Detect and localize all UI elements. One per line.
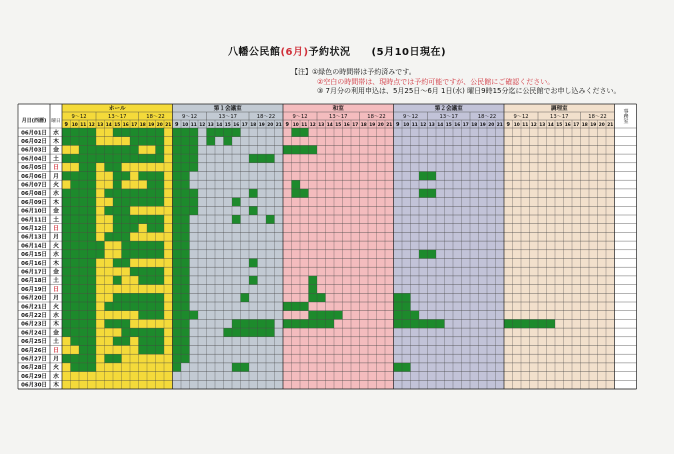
slot-label: 9～12 [402,114,419,120]
hour-label: 16 [343,123,350,128]
booked-slot [71,363,97,372]
hour-label: 18 [581,123,588,128]
hour-label: 13 [97,123,104,128]
dow-cell: 火 [53,365,59,372]
dow-cell: 木 [53,139,59,145]
booked-slot [241,293,250,302]
dow-column-header: 曜日 [51,119,61,124]
booked-slot [105,206,131,215]
hour-label: 12 [530,123,537,128]
booked-slot [105,232,131,241]
dow-cell: 金 [53,269,59,276]
date-column-header: 月日(西暦) [21,118,47,124]
hour-label: 17 [573,123,580,128]
date-cell: 06月24日 [21,330,47,337]
booked-slot [249,276,258,285]
dow-cell: 日 [53,286,59,293]
dow-cell: 月 [53,173,59,180]
date-cell: 06月10日 [21,208,47,215]
hour-label: 19 [479,123,486,128]
booked-slot [105,189,165,198]
hour-label: 21 [496,123,503,128]
date-cell: 06月06日 [21,173,47,180]
hour-label: 17 [131,123,138,128]
booked-slot [224,137,233,146]
hour-label: 15 [335,123,342,128]
hour-label: 10 [403,123,410,128]
dow-cell: 木 [53,321,59,328]
hour-label: 17 [241,123,248,128]
booked-slot [266,215,275,224]
note-line-3: ③ 7月分の利用申込は、5月25日～6月 1日(水) 曜日9時15分迄に公民館でお申し込みください。 [317,87,621,95]
slot-label: 13～17 [108,114,127,120]
slot-label: 13～17 [218,114,237,120]
room-name: ホール [108,106,126,112]
hour-label: 17 [462,123,469,128]
date-cell: 06月09日 [21,199,47,206]
booked-slot [113,180,122,189]
room-name: 第２会議室 [434,106,463,112]
hour-label: 21 [165,123,172,128]
date-cell: 06月02日 [21,139,47,145]
slot-label: 18～22 [367,114,386,120]
hour-label: 16 [454,123,461,128]
date-cell: 06月18日 [21,278,47,285]
booked-slot [394,311,420,320]
booked-slot [139,346,165,355]
hour-label: 9 [285,122,289,128]
booked-slot [173,163,199,172]
office-column-header: 事務室 [622,108,629,124]
hour-label: 16 [122,123,129,128]
booked-slot [232,198,241,207]
slot-label: 18～22 [477,114,497,120]
hour-label: 13 [539,123,546,128]
slot-label: 13～17 [550,114,569,120]
dow-cell: 土 [53,339,59,346]
booked-slot [292,180,301,189]
slot-label: 9～12 [71,114,87,120]
note-line-1: 【注】①緑色の時間帯は予約済みです。 [291,68,416,76]
date-cell: 06月27日 [21,356,47,363]
booked-slot [79,145,139,154]
title-asof: (5月10日現在) [371,47,447,58]
dow-cell: 火 [53,182,59,189]
hour-label: 14 [105,123,112,128]
dow-cell: 金 [53,330,59,337]
hour-label: 11 [190,123,197,128]
booked-slot [113,276,122,285]
hour-label: 20 [377,123,384,128]
dow-cell: 日 [53,347,59,354]
booked-slot [249,206,258,215]
hour-label: 15 [445,123,452,128]
hour-label: 14 [547,123,554,128]
date-cell: 06月14日 [21,243,47,250]
dow-cell: 金 [53,147,59,154]
booked-slot [71,180,97,189]
room-column-bg [504,104,615,389]
booked-slot [173,145,199,154]
booked-slot [173,154,199,163]
dow-cell: 月 [53,234,59,241]
slot-label: 18～22 [588,114,607,120]
hour-label: 13 [207,123,214,128]
date-cell: 06月20日 [21,295,47,302]
hour-label: 19 [148,123,155,128]
note-line-2: ②空白の時間帯は、現時点では予約可能ですが、公民館にご確認ください。 [317,77,555,86]
dow-cell: 水 [53,130,59,137]
date-cell: 06月21日 [21,304,47,311]
hour-label: 19 [369,123,376,128]
booked-slot [309,276,318,285]
dow-cell: 土 [53,278,59,285]
date-cell: 06月19日 [21,286,47,293]
booked-slot [139,172,165,181]
hour-label: 13 [428,123,435,128]
room-name: 和室 [332,106,344,112]
dow-cell: 水 [53,373,59,380]
dow-cell: 月 [53,356,59,363]
booked-slot [113,224,139,233]
slot-label: 9～12 [181,114,198,120]
slot-label: 13～17 [439,114,458,120]
hour-label: 11 [80,123,87,128]
hour-label: 15 [114,123,121,128]
room-column-bg [394,104,505,389]
slot-label: 18～22 [146,114,165,120]
booked-slot [173,137,199,146]
booked-slot [105,319,131,328]
booked-slot [173,189,199,198]
title-month: (6月) [280,47,309,58]
date-cell: 06月29日 [21,373,47,380]
booked-slot [232,319,275,328]
hour-label: 14 [437,123,444,128]
booked-slot [122,241,165,250]
booked-slot [173,206,199,215]
booked-slot [156,145,165,154]
dow-cell: 火 [53,304,59,311]
booked-slot [105,302,165,311]
hour-label: 20 [156,123,163,128]
date-cell: 06月08日 [21,191,47,198]
hour-label: 14 [216,123,223,128]
date-cell: 06月23日 [21,321,47,328]
date-cell: 06月13日 [21,234,47,241]
booked-slot [62,241,105,250]
booked-slot [309,285,318,294]
hour-label: 14 [326,123,333,128]
dow-cell: 木 [53,382,59,389]
booked-slot [139,276,165,285]
hour-label: 18 [139,123,146,128]
date-cell: 06月25日 [21,339,47,346]
date-cell: 06月01日 [21,130,47,137]
hour-label: 12 [420,123,427,128]
booked-slot [173,128,199,137]
hour-label: 16 [233,123,240,128]
hour-label: 13 [318,123,325,128]
date-cell: 06月28日 [21,365,47,372]
dow-cell: 木 [53,260,59,267]
hour-label: 11 [301,123,308,128]
dow-cell: 土 [53,156,59,163]
slot-label: 9～12 [292,114,308,120]
title-main: 八幡公民館 [227,47,281,58]
dow-cell: 日 [53,226,59,232]
dow-cell: 金 [53,208,59,215]
hour-label: 9 [506,122,510,128]
booked-slot [249,154,275,163]
date-cell: 06月05日 [21,165,47,172]
hour-label: 19 [258,123,265,128]
hour-label: 17 [352,123,359,128]
date-cell: 06月16日 [21,260,47,267]
hour-label: 18 [471,123,478,128]
booked-slot [249,259,258,268]
booked-slot [207,137,216,146]
booked-slot [283,302,309,311]
booked-slot [173,311,199,320]
slot-label: 9～12 [513,114,529,120]
hour-label: 9 [64,122,68,128]
date-cell: 06月30日 [21,382,47,389]
booked-slot [139,337,165,346]
hour-label: 15 [224,123,231,128]
hour-label: 11 [522,123,529,128]
date-cell: 06月04日 [21,156,47,163]
dow-cell: 土 [53,217,59,224]
hour-label: 12 [309,123,316,128]
booked-slot [249,189,258,198]
dow-cell: 水 [53,191,59,198]
hour-label: 18 [250,123,257,128]
hour-label: 12 [88,123,95,128]
date-cell: 06月17日 [21,269,47,276]
date-cell: 06月26日 [21,347,47,354]
booked-slot [173,198,199,207]
hour-label: 20 [267,123,274,128]
dow-cell: 木 [53,199,59,206]
dow-cell: 火 [53,243,59,250]
booked-slot [139,311,165,320]
hour-label: 12 [199,123,206,128]
hour-label: 18 [360,123,367,128]
hour-label: 9 [396,122,400,128]
booked-slot [71,337,97,346]
hour-label: 9 [175,122,179,128]
booked-slot [122,328,165,337]
hour-label: 19 [590,123,597,128]
booked-slot [62,250,105,259]
slot-label: 18～22 [256,114,276,120]
slot-label: 13～17 [329,114,348,120]
date-cell: 06月12日 [21,226,47,232]
date-cell: 06月22日 [21,313,47,319]
booked-slot [173,363,182,372]
hour-label: 11 [411,123,418,128]
hour-label: 20 [598,123,605,128]
hour-label: 15 [556,123,563,128]
hour-label: 21 [607,123,614,128]
dow-cell: 水 [53,313,59,319]
booked-slot [232,215,241,224]
dow-cell: 水 [53,252,59,259]
hour-label: 10 [513,123,520,128]
dow-cell: 月 [53,295,59,302]
office-column-bg [615,104,637,389]
room-name: 第１会議室 [213,106,242,112]
hour-label: 16 [564,123,571,128]
hour-label: 10 [182,123,189,128]
booked-slot [122,250,165,259]
hour-label: 21 [275,123,282,128]
room-name: 調理室 [550,106,568,112]
date-cell: 06月03日 [21,147,47,154]
hour-label: 10 [71,123,78,128]
date-cell: 06月15日 [21,252,47,259]
hour-label: 21 [386,123,393,128]
dow-cell: 日 [53,165,59,172]
date-cell: 06月07日 [21,182,47,189]
title-suffix: 予約状況 [308,47,351,58]
hour-label: 10 [292,123,299,128]
hour-label: 20 [488,123,495,128]
date-cell: 06月11日 [21,217,47,224]
